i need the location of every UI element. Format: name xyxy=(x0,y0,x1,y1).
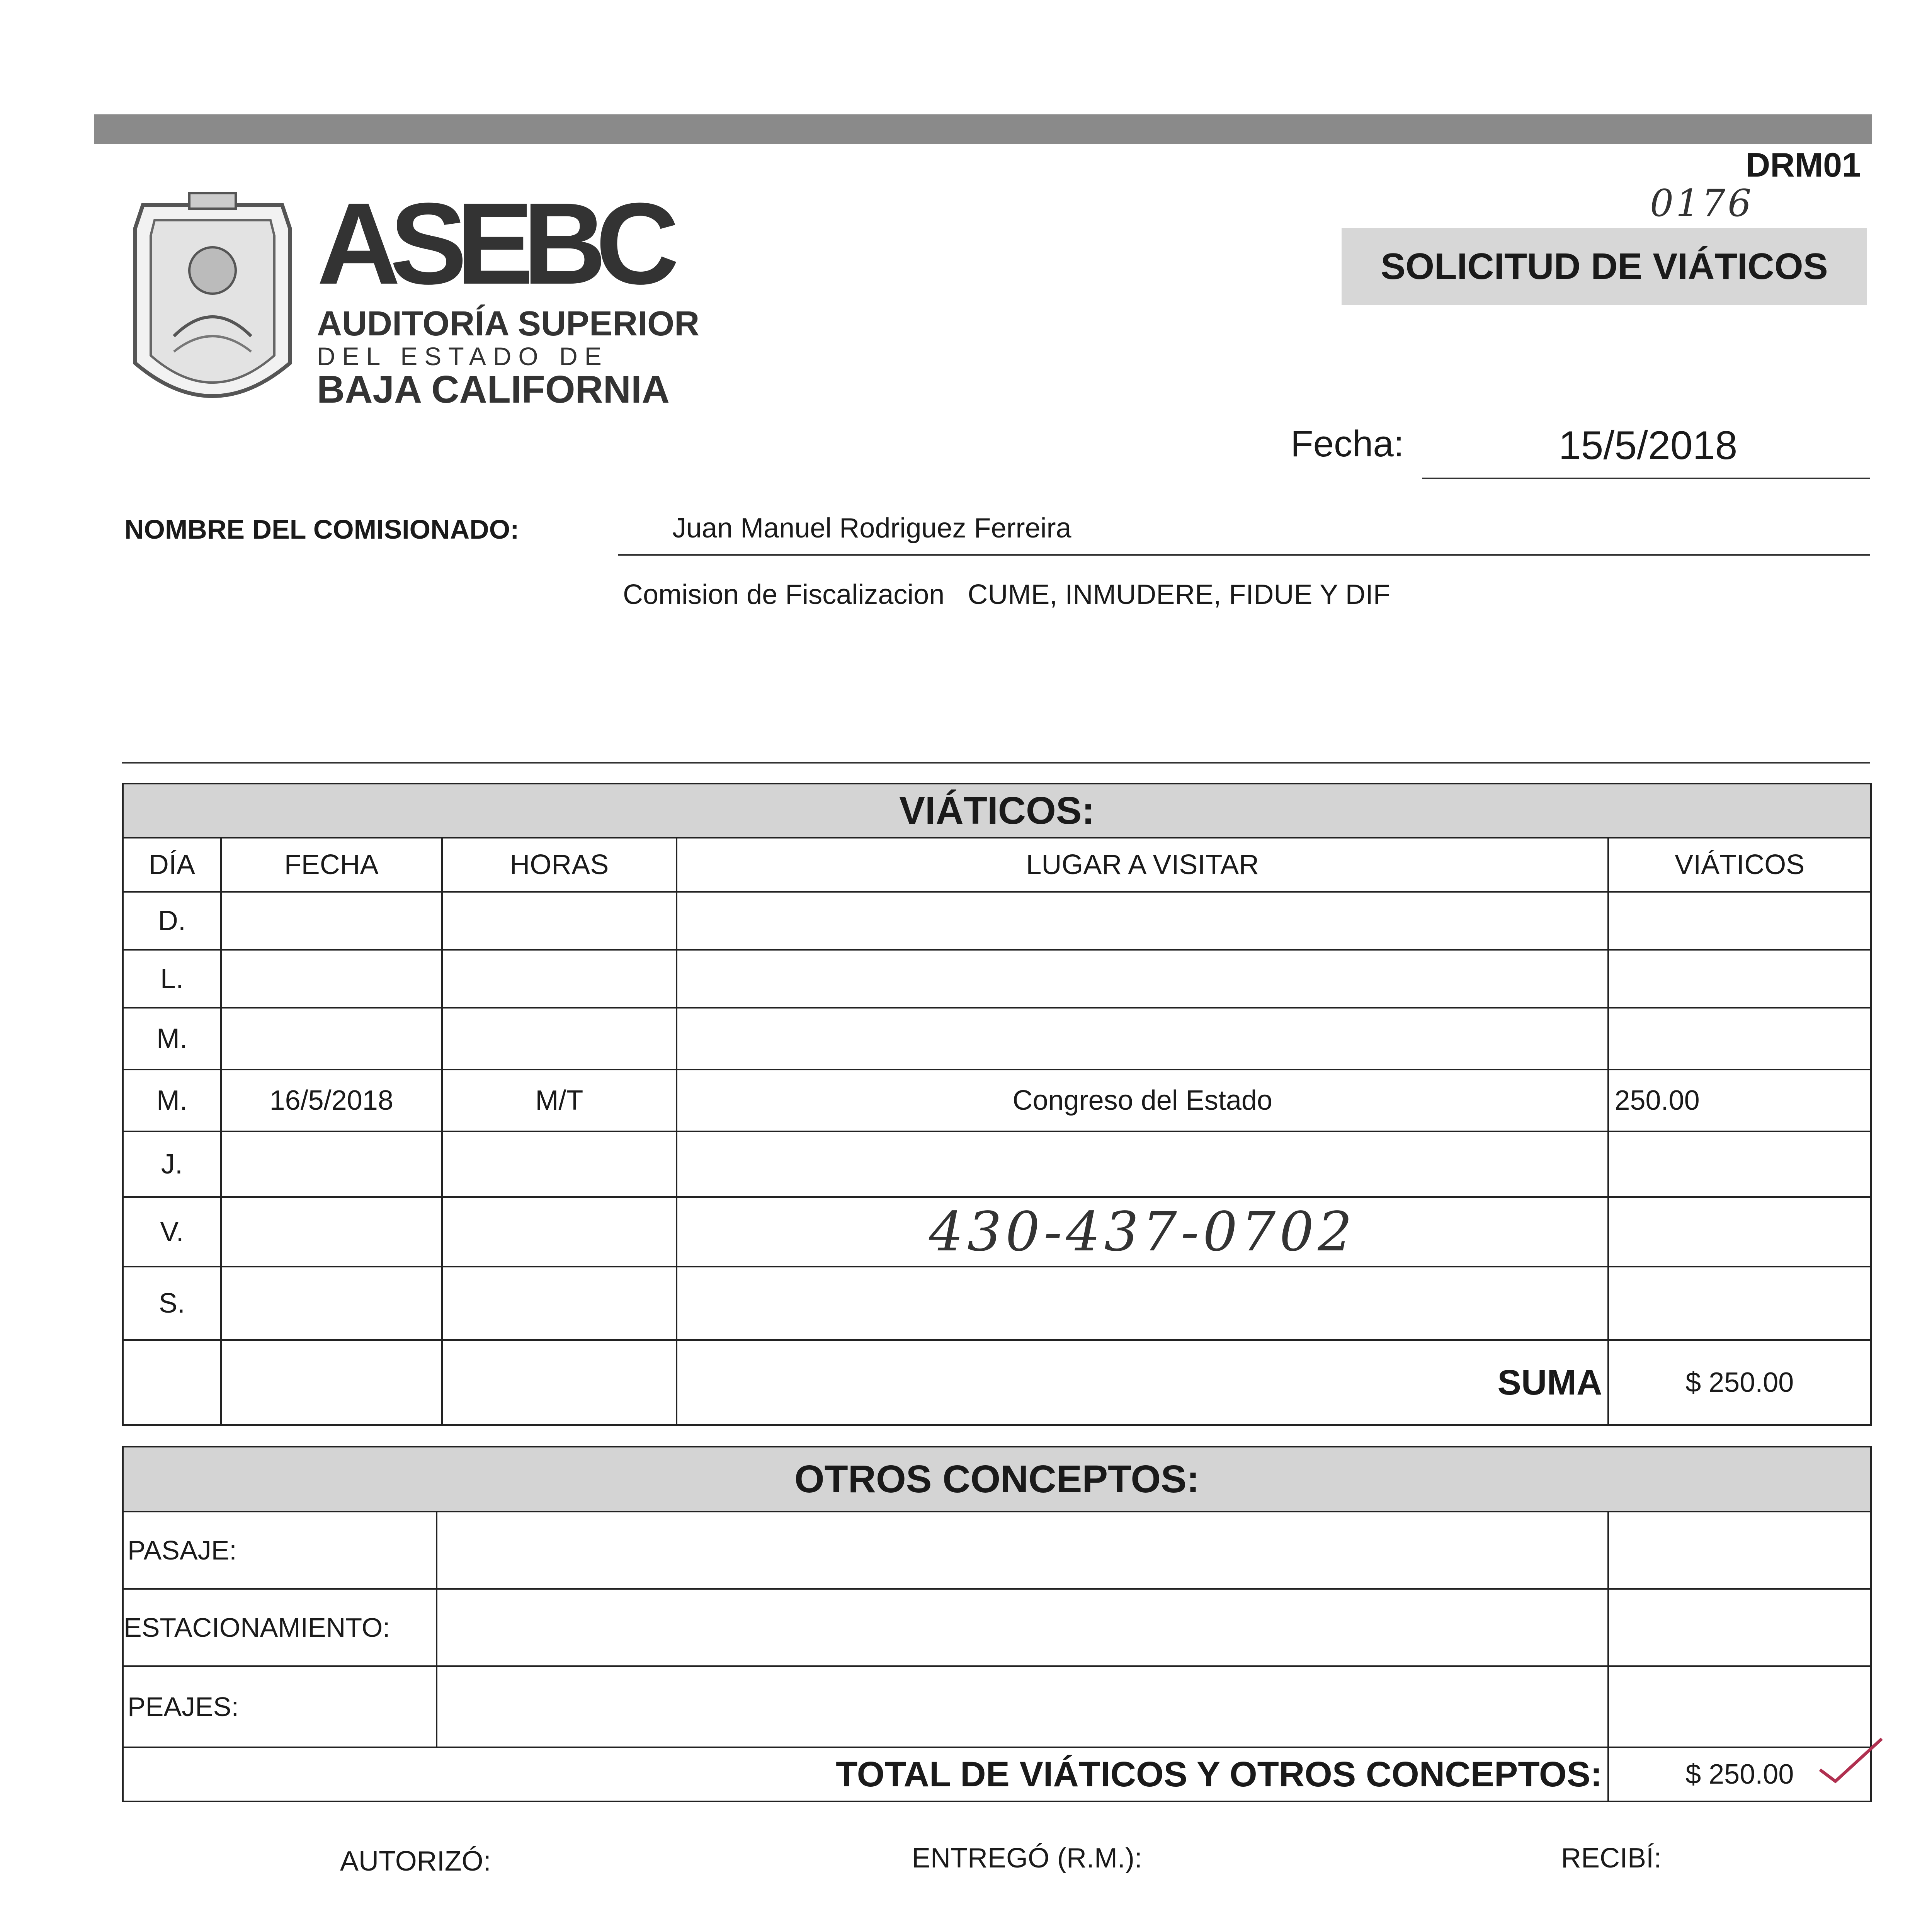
cell-lugar: Congreso del Estado xyxy=(677,1070,1608,1131)
cell-dia: S. xyxy=(123,1267,221,1340)
total-label: TOTAL DE VIÁTICOS Y OTROS CONCEPTOS: xyxy=(123,1747,1608,1801)
col-fecha: FECHA xyxy=(221,838,442,892)
top-bar xyxy=(94,114,1872,144)
col-lugar: LUGAR A VISITAR xyxy=(677,838,1608,892)
table-row xyxy=(123,1070,1871,1131)
cell-dia: J. xyxy=(123,1131,221,1197)
suma-row xyxy=(123,1340,1871,1425)
comision-line xyxy=(623,579,1390,611)
entrego-label: ENTREGÓ (R.M.): xyxy=(912,1843,1142,1874)
handwritten-number: 0176 xyxy=(1650,182,1754,225)
cell-viaticos xyxy=(1608,950,1871,1008)
logo-line2: DEL ESTADO DE xyxy=(317,342,609,371)
table-row xyxy=(123,1131,1871,1197)
otros-header: OTROS CONCEPTOS: xyxy=(123,1447,1871,1512)
cell-horas xyxy=(442,1267,677,1340)
cell-lugar xyxy=(677,1267,1608,1340)
logo-acronym: ASEBC xyxy=(317,179,669,308)
logo-line3: BAJA CALIFORNIA xyxy=(317,368,670,411)
cell-viaticos: 250.00 xyxy=(1608,1070,1871,1131)
estacionamiento-label: ESTACIONAMIENTO: xyxy=(123,1589,437,1666)
cell-horas xyxy=(442,1131,677,1197)
suma-label: SUMA xyxy=(677,1340,1608,1425)
table-row xyxy=(123,1512,1871,1589)
cell-fecha xyxy=(221,892,442,950)
fecha-value: 15/5/2018 xyxy=(1558,423,1738,468)
nombre-value: Juan Manuel Rodriguez Ferreira xyxy=(672,513,1071,544)
suma-value: $ 250.00 xyxy=(1608,1340,1871,1425)
peajes-label: PEAJES: xyxy=(123,1666,437,1747)
cell-lugar xyxy=(677,950,1608,1008)
cell-dia: M. xyxy=(123,1008,221,1070)
col-horas: HORAS xyxy=(442,838,677,892)
logo-text xyxy=(317,179,700,411)
cell-viaticos xyxy=(1608,1267,1871,1340)
table-row xyxy=(123,1008,1871,1070)
cell-lugar xyxy=(677,892,1608,950)
cell-dia: M. xyxy=(123,1070,221,1131)
pasaje-desc xyxy=(437,1512,1609,1589)
table-row xyxy=(123,1197,1871,1267)
otros-table xyxy=(122,1446,1872,1802)
viaticos-header: VIÁTICOS: xyxy=(123,784,1871,838)
coat-of-arms-icon xyxy=(128,182,298,429)
nombre-underline xyxy=(618,554,1870,556)
cell-empty xyxy=(442,1340,677,1425)
form-code: DRM01 xyxy=(1745,146,1861,184)
table-row xyxy=(123,1589,1871,1666)
total-value: $ 250.00 xyxy=(1608,1747,1871,1801)
cell-fecha xyxy=(221,1131,442,1197)
separator-line xyxy=(122,762,1870,764)
pasaje-value xyxy=(1608,1512,1871,1589)
table-row xyxy=(123,1267,1871,1340)
peajes-desc xyxy=(437,1666,1609,1747)
cell-viaticos xyxy=(1608,892,1871,950)
autorizo-label: AUTORIZÓ: xyxy=(340,1846,491,1877)
cell-lugar xyxy=(677,1008,1608,1070)
estacionamiento-desc xyxy=(437,1589,1609,1666)
pasaje-label: PASAJE: xyxy=(123,1512,437,1589)
cell-horas: M/T xyxy=(442,1070,677,1131)
cell-viaticos xyxy=(1608,1008,1871,1070)
total-row xyxy=(123,1747,1871,1801)
nombre-label: NOMBRE DEL COMISIONADO: xyxy=(124,514,519,544)
logo-line1: AUDITORÍA SUPERIOR xyxy=(317,304,700,343)
cell-horas xyxy=(442,1008,677,1070)
cell-dia: D. xyxy=(123,892,221,950)
cell-dia: L. xyxy=(123,950,221,1008)
viaticos-table xyxy=(122,783,1872,1426)
check-mark-icon xyxy=(1816,1735,1886,1793)
cell-horas xyxy=(442,1197,677,1267)
cell-fecha xyxy=(221,1008,442,1070)
comision-value: CUME, INMUDERE, FIDUE Y DIF xyxy=(968,579,1390,610)
recibi-label: RECIBÍ: xyxy=(1561,1843,1662,1874)
cell-lugar xyxy=(677,1131,1608,1197)
cell-empty xyxy=(221,1340,442,1425)
table-row xyxy=(123,1666,1871,1747)
form-title: SOLICITUD DE VIÁTICOS xyxy=(1381,246,1828,287)
col-viaticos: VIÁTICOS xyxy=(1608,838,1871,892)
col-dia: DÍA xyxy=(123,838,221,892)
cell-fecha xyxy=(221,950,442,1008)
fecha-underline xyxy=(1422,478,1870,479)
cell-horas xyxy=(442,950,677,1008)
estacionamiento-value xyxy=(1608,1589,1871,1666)
table-row xyxy=(123,950,1871,1008)
cell-dia: V. xyxy=(123,1197,221,1267)
cell-fecha xyxy=(221,1197,442,1267)
comision-label: Comision de Fiscalizacion xyxy=(623,579,945,610)
cell-viaticos xyxy=(1608,1197,1871,1267)
cell-empty xyxy=(123,1340,221,1425)
cell-lugar-handwritten: 430-437-0702 xyxy=(677,1197,1608,1267)
table-row xyxy=(123,892,1871,950)
cell-viaticos xyxy=(1608,1131,1871,1197)
cell-horas xyxy=(442,892,677,950)
fecha-label: Fecha: xyxy=(1291,423,1404,464)
form-title-box xyxy=(1342,228,1867,305)
cell-fecha: 16/5/2018 xyxy=(221,1070,442,1131)
cell-fecha xyxy=(221,1267,442,1340)
